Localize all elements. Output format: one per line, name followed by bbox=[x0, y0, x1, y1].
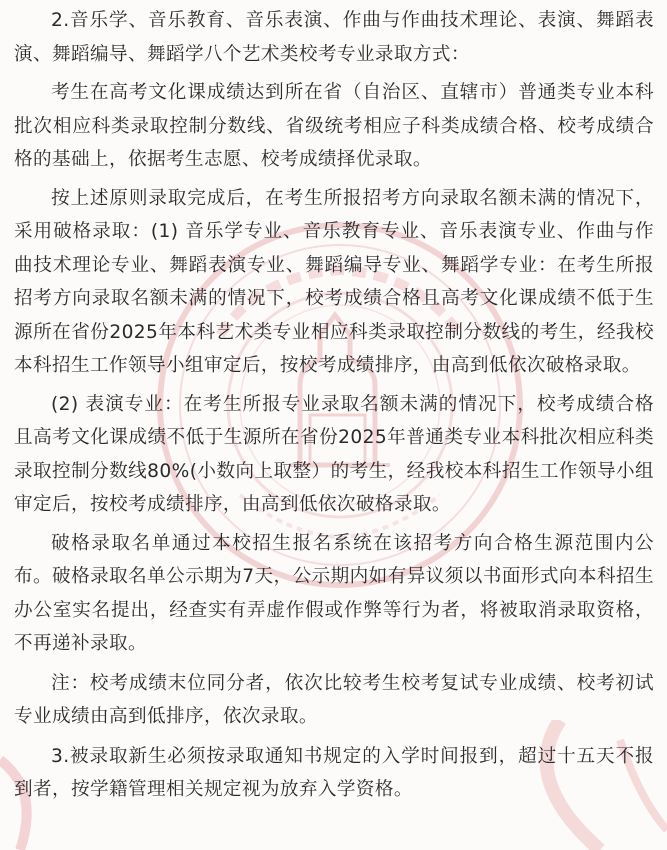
paragraph-admission-principle: 考生在高考文化课成绩达到所在省（自治区、直辖市）普通类专业本科批次相应科类录取控制分数线、省级统考相应子科类成绩合格、校考成绩合格的基础上，依据考生志愿、校考成绩择优录取。 bbox=[14, 82, 654, 170]
paragraph-exceptional-admission-performance: (2) 表演专业：在考生所报专业录取名额未满的情况下，校考成绩合格且高考文化课成绩不低于生源所在省份2025年普通类专业本科批次相应科类录取控制分数线80%(小数向上取整）的考生，经我校本科招生工作领导小组审定后，按校考成绩排序，由高到低依次破格录取。 bbox=[14, 393, 654, 515]
paragraph-exceptional-list-publication: 破格录取名单通过本校招生报名系统在该招考方向合格生源范围内公布。破格录取名单公示期为7天，公示期内如有异议须以书面形式向本科招生办公室实名提出，经查实有弄虚作假或作弊等行为者，将被取消录取资格，不再递补录取。 bbox=[14, 532, 654, 654]
paragraph-registration-deadline: 3.被录取新生必须按录取通知书规定的入学时间报到，超过十五天不报到者，按学籍管理相关规定视为放弃入学资格。 bbox=[14, 745, 654, 800]
document-body bbox=[14, 0, 654, 807]
paragraph-tie-break-note: 注：校考成绩末位同分者，依次比较考生校考复试专业成绩、校考初试专业成绩由高到低排序，依次录取。 bbox=[14, 672, 654, 727]
paragraph-admission-method-title: 2.音乐学、音乐教育、音乐表演、作曲与作曲技术理论、表演、舞蹈表演、舞蹈编导、舞蹈学八个艺术类校考专业录取方式： bbox=[14, 10, 654, 65]
paragraph-exceptional-admission-music-dance: 按上述原则录取完成后，在考生所报招考方向录取名额未满的情况下，采用破格录取：(1) 音乐学专业、音乐教育专业、音乐表演专业、作曲与作曲技术理论专业、舞蹈表演专业、舞蹈编导专业、舞蹈学专业：在考生所报招考方向录取名额未满的情况下，校考成绩合格且高考文化课成绩不低于生源所在省份2025年本科艺术类专业相应科类录取控制分数线的考生，经我校本科招生工作领导小组审定后，按校考成绩排序，由高到低依次破格录取。 bbox=[14, 187, 654, 376]
